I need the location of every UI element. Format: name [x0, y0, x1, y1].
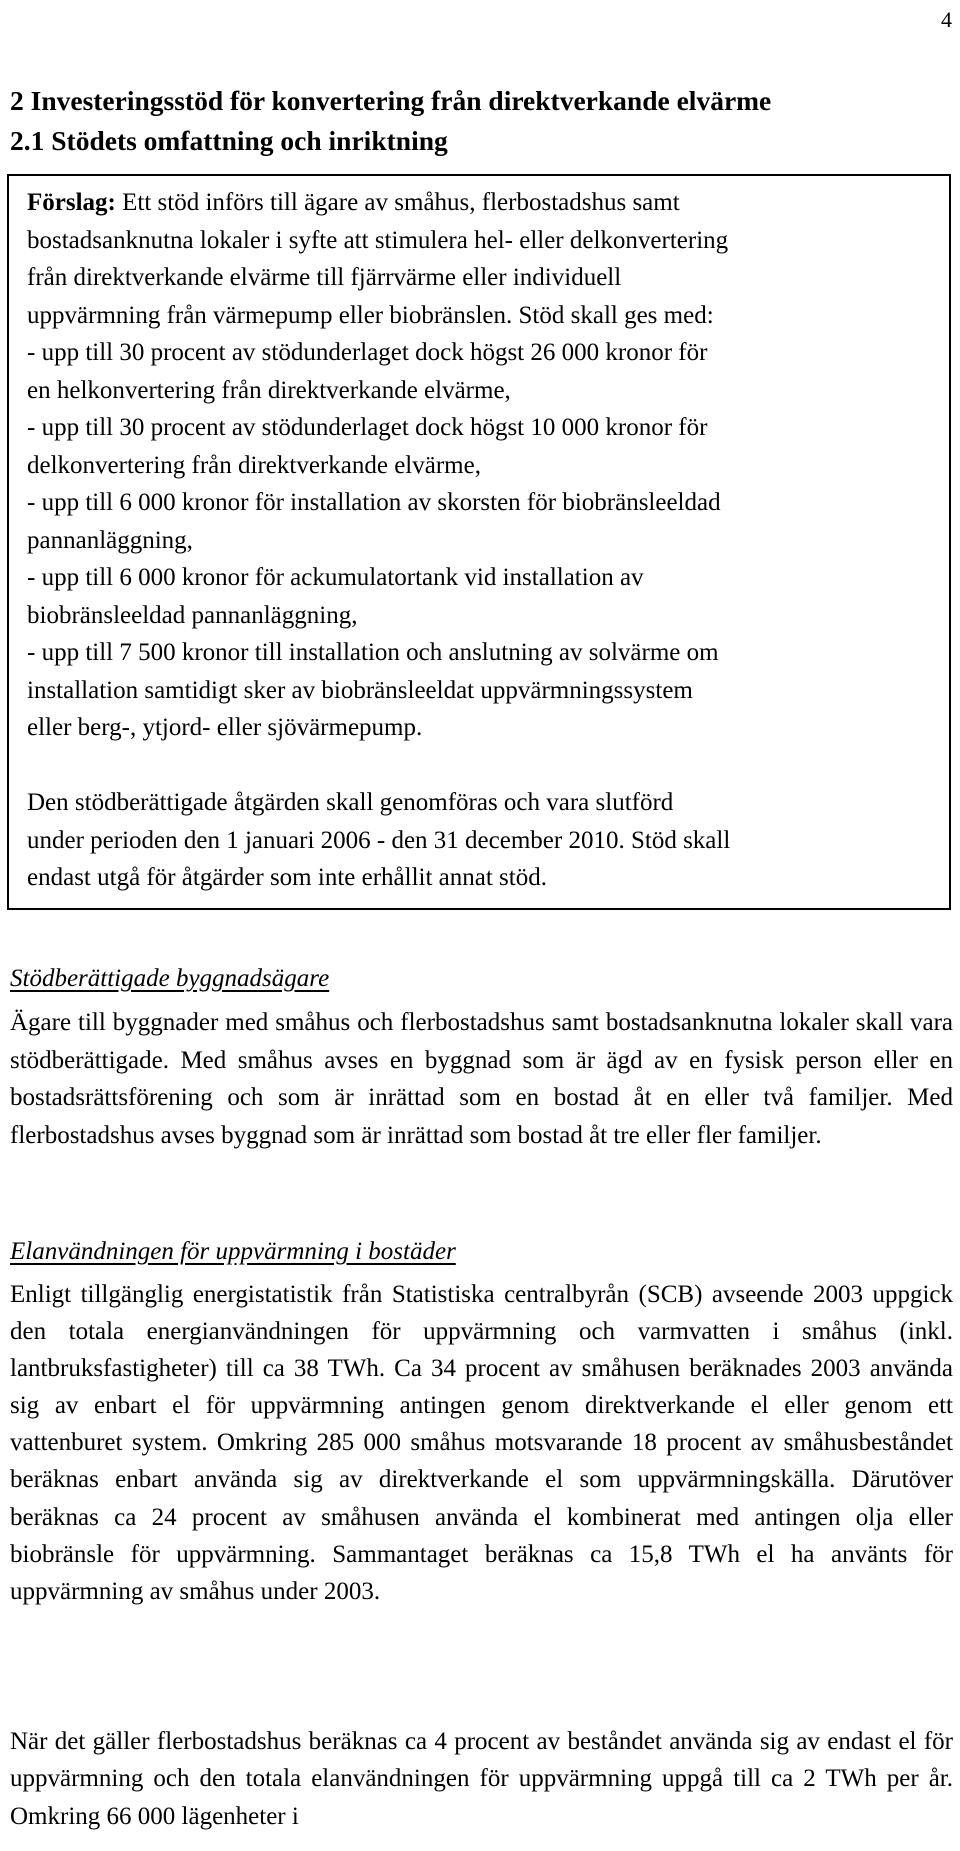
section-multi-dwelling: [10, 1723, 953, 1835]
paragraph-gap: [27, 747, 937, 785]
proposal-label: Förslag:: [27, 189, 116, 216]
section-heading: 2.1 Stödets omfattning och inriktning: [10, 125, 448, 156]
proposal-line: från direktverkande elvärme till fjärrvärme eller individuell: [27, 264, 622, 291]
proposal-line: [27, 184, 937, 222]
proposal-line: en helkonvertering från direktverkande elvärme,: [27, 376, 511, 404]
proposal-line: - upp till 7 500 kronor till installation och anslutning av solvärme om: [27, 639, 719, 666]
proposal-line: installation samtidigt sker av biobränsleeldat uppvärmningssystem: [27, 676, 693, 704]
proposal-line: biobränsleeldad pannanläggning,: [27, 601, 358, 629]
proposal-line: - upp till 6 000 kronor för ackumulatortank vid installation av: [27, 564, 644, 591]
proposal-line: eller berg-, ytjord- eller sjövärmepump.: [27, 714, 423, 741]
proposal-closing-line: Den stödberättigade åtgärden skall genomföras och vara slutförd: [27, 789, 674, 816]
proposal-line: - upp till 30 procent av stödunderlaget dock högst 26 000 kronor för: [27, 339, 708, 366]
proposal-closing-line: endast utgå för åtgärder som inte erhållit annat stöd.: [27, 864, 547, 891]
proposal-line: bostadsanknutna lokaler i syfte att stimulera hel- eller delkonvertering: [27, 226, 729, 254]
chapter-heading: 2 Investeringsstöd för konvertering från direktverkande elvärme: [10, 85, 772, 116]
section-eligible-body: Ägare till byggnader med småhus och flerbostadshus samt bostadsanknutna lokaler skall vara stödberättigade. Med småhus avses en byggnad som är ägd av en fysisk person eller en bostadsrättsförening och som är inrättad som en bostad åt en eller två familjer. Med flerbostadshus avses byggnad som är inrättad som bostad åt tre eller fler familjer.: [10, 1009, 953, 1149]
page-number: 4: [941, 7, 952, 32]
section-multi-dwelling-body: När det gäller flerbostadshus beräknas ca 4 procent av beståndet använda sig av endast el för uppvärmning och den totala elanvändningen för uppvärmning uppgå till ca 2 TWh per år. Omkring 66 000 lägenheter i: [10, 1728, 953, 1830]
section-electricity-heading: Elanvändningen för uppvärmning i bostäder: [10, 1238, 456, 1265]
proposal-text: [27, 184, 937, 897]
proposal-box: [7, 174, 951, 910]
proposal-line-text: Ett stöd införs till ägare av småhus, flerbostadshus samt: [115, 189, 680, 216]
chapter-headings: [10, 81, 950, 161]
proposal-line: - upp till 30 procent av stödunderlaget dock högst 10 000 kronor för: [27, 414, 708, 441]
proposal-line: - upp till 6 000 kronor för installation av skorsten för biobränsleeldad: [27, 489, 721, 516]
section-electricity-use: [10, 1234, 953, 1610]
proposal-line: delkonvertering från direktverkande elvärme,: [27, 451, 481, 479]
section-eligible-heading: Stödberättigade byggnadsägare: [10, 965, 330, 992]
proposal-line: uppvärmning från värmepump eller biobränslen. Stöd skall ges med:: [27, 301, 714, 329]
section-eligible-owners: [10, 961, 953, 1154]
section-electricity-body: Enligt tillgänglig energistatistik från Statistiska centralbyrån (SCB) avseende 2003 uppgick den totala energianvändningen för uppvärmning och varmvatten i småhus (inkl. lantbruksfastigheter) till ca 38 TWh. Ca 34 procent av småhusen beräknades 2003 använda sig av enbart el för uppvärmning antingen genom direktverkande el eller genom ett vattenburet system. Omkring 285 000 småhus motsvarande 18 procent av småhusbeståndet beräknas enbart använda sig av direktverkande el som uppvärmningskälla. Därutöver beräknas ca 24 procent av småhusen använda el kombinerat med antingen olja eller biobränsle för uppvärmning. Sammantaget beräknas ca 15,8 TWh el ha använts för uppvärmning av småhus under 2003.: [10, 1281, 953, 1605]
proposal-closing-line: under perioden den 1 januari 2006 - den 31 december 2010. Stöd skall: [27, 826, 731, 854]
proposal-line: pannanläggning,: [27, 526, 193, 554]
